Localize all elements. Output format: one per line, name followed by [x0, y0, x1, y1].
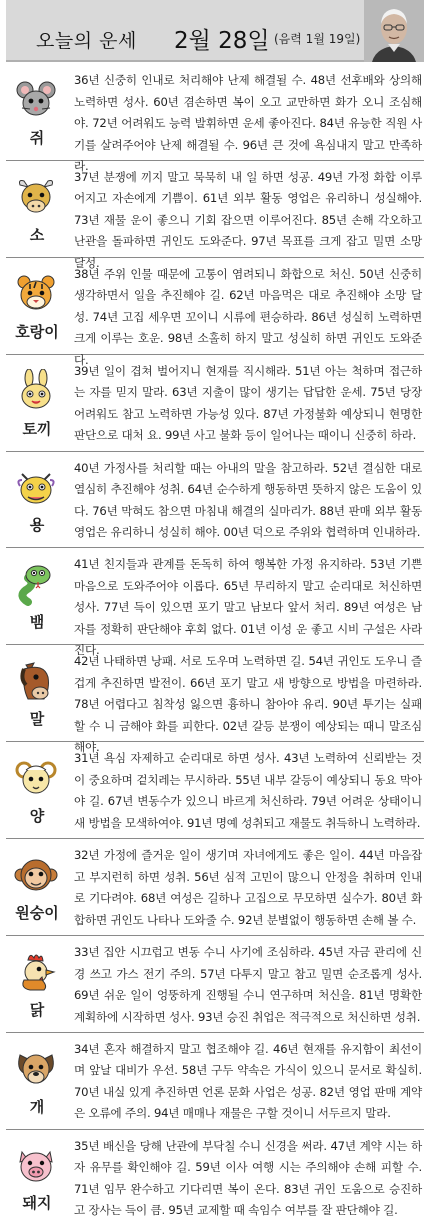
zodiac-name: 호랑이 — [15, 322, 59, 341]
zodiac-name: 원숭이 — [15, 904, 59, 923]
fortune-text: 41년 친지들과 관계를 돈독히 하여 행복한 가정 유지하라. 53년 기쁜 마음으로 도와주어야 이롭다. 65년 무리하지 말고 순리대로 처신하면 성사. 77년 득이 있으면 포기 말고 남보다 앞서 처리. 89년 여성은 남자를 정확히 판단해야 후회 없다. 01년 이성 운 좋고 시비 구설은 사라진다. — [74, 557, 422, 658]
fortune-text: 42년 나태하면 낭패. 서로 도우며 노력하면 길. 54년 귀인도 도우니 즐겁게 추진하면 발전이. 66년 포기 말고 새 방향으로 방법을 마련하라. 78년 어렵다고 침착성 잃으면 흉하니 참아야 유리. 90년 투기는 실패할 수 니 금해야 화를 피한다. 02년 갈등 분쟁이 예상되는 때니 말조심해야. — [74, 654, 422, 755]
fortune-text: 39년 일이 겹쳐 벌어지니 현재를 직시해라. 51년 아는 척하며 접근하는 자를 믿지 말라. 63년 지출이 많이 생기는 답답한 운세. 75년 당장 어려워도 참고 노력하면 가능성 있다. 87년 가정불화 예상되니 현명한 판단으로 대처 요. 99년 사고 불화 등이 일어나는 때이니 신중히 하라. — [74, 363, 422, 443]
zodiac-name: 용 — [29, 516, 45, 535]
fortune-row — [6, 452, 424, 549]
dog-icon — [14, 1047, 58, 1091]
fortune-text: 35년 배신을 당해 난관에 부닥칠 수니 신경을 써라. 47년 계약 시는 하자 유무를 확인해야 길. 59년 이사 여행 시는 주의해야 손해 피할 수. 71년 임무 완수하고 기다리면 복이 온다. 83년 귀인 도움으로 승진하고 장사는 득이 큼. 95년 교제할 때 속임수 여부를 잘 판단해야 길. — [74, 1138, 422, 1218]
zodiac-animal — [6, 258, 68, 354]
zodiac-animal — [6, 742, 68, 838]
portrait-image — [364, 0, 424, 62]
header — [6, 0, 424, 62]
fortune-list — [6, 64, 424, 1222]
sheep-icon — [14, 756, 58, 800]
zodiac-name: 닭 — [29, 1000, 45, 1019]
monkey-icon — [14, 853, 58, 897]
fortune-text: 34년 혼자 해결하지 말고 협조해야 길. 46년 현재를 유지함이 최선이며 앞날 대비가 우선. 58년 구두 약속은 가식이 있으니 문서로 확실히. 70년 내실 있게 추진하면 언론 문화 사업은 성공. 82년 영업 판매 계약은 오류에 주의. 94년 매매나 재물은 구할 것이니 서두르지 말라. — [74, 1041, 422, 1121]
fortune-text: 40년 가정사를 처리할 때는 아내의 말을 참고하라. 52년 결심한 대로 열심히 추진해야 성취. 64년 순수하게 행동하면 뜻하지 않은 도움이 있다. 76년 막혀도 참으면 마침내 해결의 실마리가. 88년 판매 외부 활동 영업은 유리하니 성실히 해야. 00년 덕으로 주위와 협력하며 인내하라. — [74, 460, 422, 540]
fortune-row — [6, 936, 424, 1033]
zodiac-animal — [6, 64, 68, 160]
zodiac-animal — [6, 936, 68, 1032]
page-title: 오늘의 운세 — [36, 30, 137, 52]
fortune-text: 32년 가정에 즐거운 일이 생기며 자녀에게도 좋은 일이. 44년 마음잡고 부지런히 하면 성취. 56년 심적 고민이 많으니 안정을 취하며 인내로 기다려야. 68년 여성은 길하나 고집으로 무모하면 실수가. 80년 화합하면 귀인도 나타나 도와줄 수. 92년 분별없이 행동하면 손해 볼 수. — [74, 848, 422, 927]
fortune-text: 36년 신중히 인내로 처리해야 난제 해결될 수. 48년 선후배와 상의해 노력하면 성사. 60년 겸손하면 복이 오고 교만하면 화가 오니 조심해야. 72년 어려워도 능력 발휘하면 운세 좋아진다. 84년 유능한 직원 사기를 살려주어야 난제 해결될 수. 96년 큰 것에 욕심내지 말고 만족하라. — [74, 73, 422, 173]
zodiac-animal — [6, 645, 68, 741]
zodiac-name: 양 — [29, 807, 45, 826]
fortune-row — [6, 1130, 424, 1222]
lunar-date: (음력 1월 19일) — [274, 32, 361, 46]
fortune-text: 38년 주위 인물 때문에 고통이 염려되니 화합으로 처신. 50년 신중히 생각하면서 일을 추진해야 길. 62년 마음먹은 대로 추진해야 소망 달성. 74년 고집 세우면 꼬이니 시류에 편승하라. 86년 성실히 노력하면 크게 이루는 호운. 98년 소홀히 하지 말고 성실히 하면 귀인도 도와준다. — [74, 266, 422, 367]
zodiac-name: 뱀 — [29, 613, 45, 632]
rooster-icon — [14, 950, 58, 994]
zodiac-animal — [6, 1033, 68, 1129]
zodiac-animal — [6, 161, 68, 257]
date: 2월 28일 — [174, 28, 270, 54]
dragon-icon — [14, 466, 58, 510]
fortune-row — [6, 258, 424, 367]
fortune-row — [6, 355, 424, 452]
zodiac-animal — [6, 548, 68, 644]
zodiac-animal — [6, 839, 68, 935]
fortune-row — [6, 548, 424, 658]
horse-icon — [14, 659, 58, 703]
zodiac-name: 개 — [29, 1097, 45, 1116]
author-portrait — [364, 0, 424, 62]
zodiac-name: 돼지 — [22, 1193, 52, 1212]
tiger-icon — [14, 272, 58, 316]
zodiac-animal — [6, 355, 68, 451]
fortune-text: 33년 집안 시끄럽고 변동 수니 사기에 조심하라. 45년 자금 관리에 신경 쓰고 가스 전기 주의. 57년 다투지 말고 참고 밀면 순조롭게 성사. 69년 쉬운 일이 엉뚱하게 진행될 수니 연구하며 처신을. 81년 명확한 계획하에 시작하면 성사. 93년 승진 취업은 적극적으로 처신하면 성취. — [74, 945, 422, 1024]
fortune-row — [6, 1033, 424, 1130]
zodiac-animal — [6, 1130, 68, 1222]
rat-icon — [14, 78, 58, 122]
ox-icon — [14, 175, 58, 219]
zodiac-name: 토끼 — [22, 419, 52, 438]
fortune-text: 31년 욕심 자제하고 순리대로 하면 성사. 43년 노력하여 신뢰받는 것이 중요하며 겉치레는 무시하라. 55년 내부 갈등이 예상되니 동요 막아야 길. 67년 변동수가 있으니 바르게 처신하라. 79년 어려운 상태이니 새 방법을 모색하여야. 91년 명예 성취되고 재물도 취득하니 노력하라. — [74, 751, 422, 830]
zodiac-name: 쥐 — [29, 128, 45, 147]
fortune-row — [6, 839, 424, 936]
snake-icon — [14, 562, 58, 606]
fortune-row — [6, 64, 424, 173]
zodiac-name: 소 — [29, 225, 45, 244]
zodiac-animal — [6, 452, 68, 548]
fortune-row — [6, 161, 424, 270]
zodiac-name: 말 — [29, 710, 45, 729]
fortune-row — [6, 645, 424, 755]
fortune-row — [6, 742, 424, 839]
rabbit-icon — [14, 369, 58, 413]
pig-icon — [14, 1144, 58, 1188]
fortune-text: 37년 분쟁에 끼지 말고 묵묵히 내 일 하면 성공. 49년 가정 화합 이루어지고 자손에게 기쁨이. 61년 외부 활동 영업은 유리하니 성실해야. 73년 재물 운이 좋으니 기회 잡으면 이루어진다. 85년 손해 각오하고 난관을 돌파하면 귀인도 도와준다. 97년 목표를 크게 잡고 밀면 소망 달성. — [74, 169, 422, 270]
